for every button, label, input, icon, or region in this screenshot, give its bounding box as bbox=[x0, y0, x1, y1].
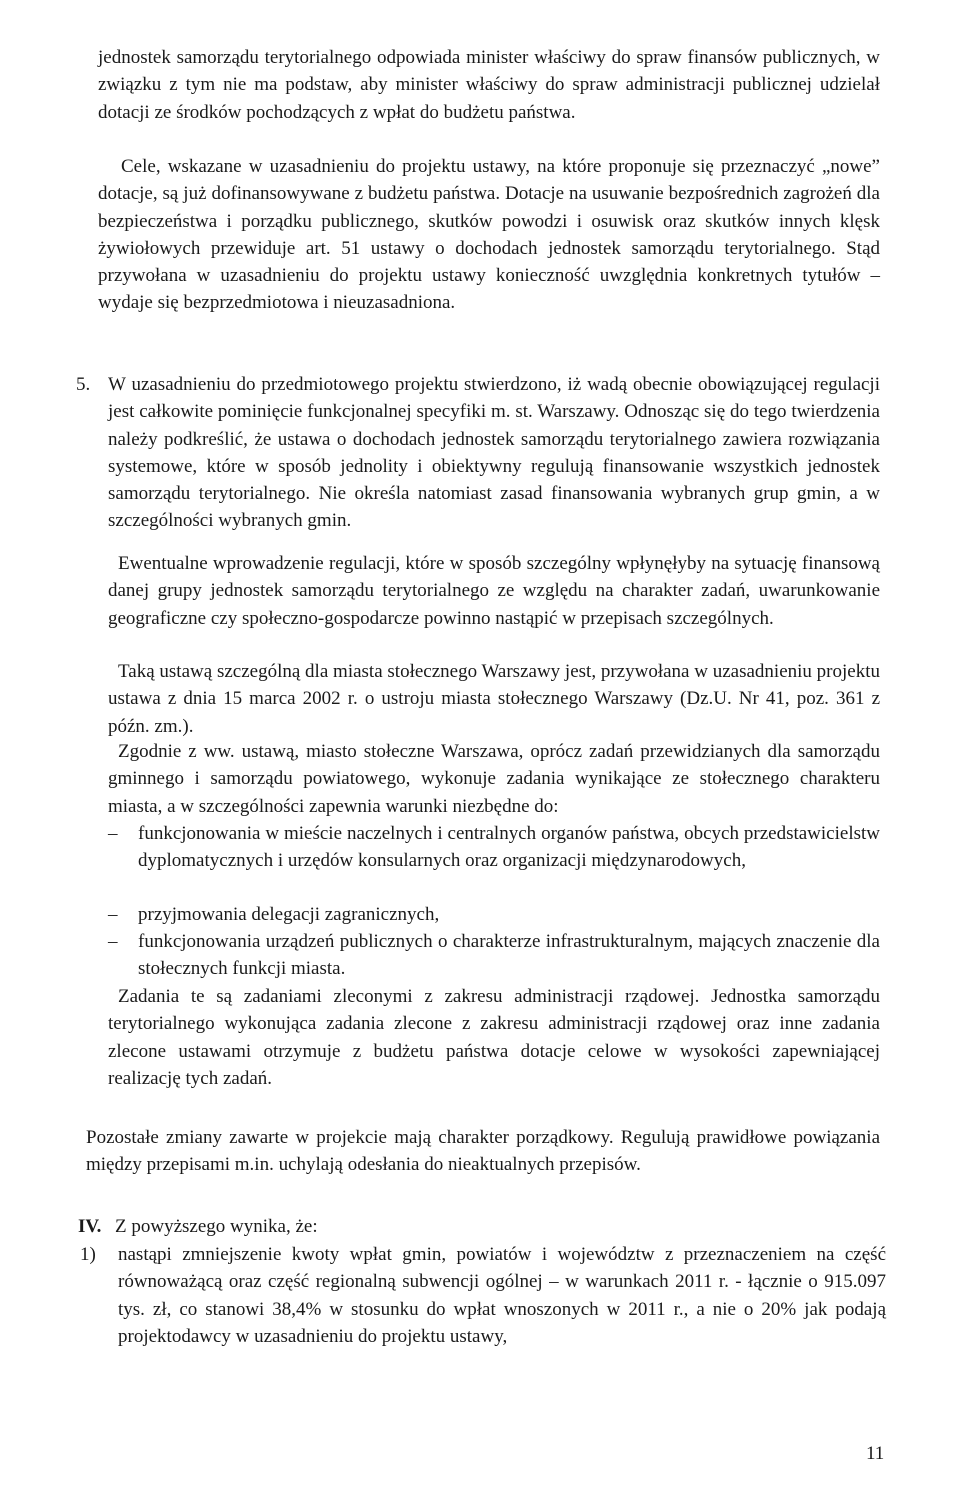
list-item-3: funkcjonowania urządzeń publicznych o charakterze infrastrukturalnym, mających znaczenie dla stołecznych funkcji miasta. bbox=[138, 931, 880, 980]
list-item-1: funkcjonowania w mieście naczelnych i centralnych organów państwa, obcych przedstawicielstw dyplomatycznych i urzędów konsularnych oraz organizacji międzynarodowych, bbox=[138, 823, 880, 872]
section-5-paragraph-4: Zgodnie z ww. ustawą, miasto stołeczne Warszawa, oprócz zadań przewidzianych dla samorządu gminnego i samorządu powiatowego, wykonuje zadania wynikające ze stołecznego charakteru miasta, a w szczególności zapewnia warunki niezbędne do: bbox=[108, 741, 880, 817]
section-5-paragraph-2: Ewentualne wprowadzenie regulacji, które w sposób szczególny wpłynęłyby na sytuację finansową danej grupy jednostek samorządu terytorialnego ze względu na charakter zadań, uwarunkowanie geograficzne czy społeczno-gospodarcze powinno nastąpić w przepisach szczególnych. bbox=[108, 553, 880, 629]
paragraph-other-changes: Pozostałe zmiany zawarte w projekcie mają charakter porządkowy. Regulują prawidłowe powiązania między przepisami m.in. uchylają odesłania do nieaktualnych przepisów. bbox=[86, 1127, 880, 1176]
section-iv-heading: Z powyższego wynika, że: bbox=[115, 1216, 318, 1237]
list-number-1: 1) bbox=[80, 1244, 96, 1265]
list-item-2: przyjmowania delegacji zagranicznych, bbox=[138, 904, 440, 925]
section-5-paragraph-3: Taką ustawą szczególną dla miasta stołecznego Warszawy jest, przywołana w uzasadnieniu projektu ustawa z dnia 15 marca 2002 r. o ustroju miasta stołecznego Warszawy (Dz.U. Nr 41, poz. 361 z późn. zm.). bbox=[108, 661, 880, 737]
section-iv-item-1: nastąpi zmniejszenie kwoty wpłat gmin, powiatów i województw z przeznaczeniem na część równoważącą oraz część regionalną subwencji ogólnej – w warunkach 2011 r. - łącznie o 915.097 tys. zł, co stanowi 38,4% w stosunku do wpłat wnoszonych w 2011 r., a nie o 20% jak podają projektodawcy w uzasadnieniu do projektu ustawy, bbox=[118, 1244, 886, 1347]
section-5-paragraph-5: Zadania te są zadaniami zleconymi z zakresu administracji rządowej. Jednostka samorządu terytorialnego wykonująca zadania zlecone z zakresu administracji rządowej oraz inne zadania zlecone ustawami otrzymuje z budżetu państwa dotacje celowe w wysokości zapewniającej realizację tych zadań. bbox=[108, 986, 880, 1089]
section-5-paragraph: W uzasadnieniu do przedmiotowego projektu stwierdzono, iż wadą obecnie obowiązującej regulacji jest całkowite pominięcie funkcjonalnej specyfiki m. st. Warszawy. Odnosząc się do tego twierdzenia należy podkreślić, że ustawa o dochodach jednostek samorządu terytorialnego zawiera rozwiązania systemowe, które w sposób jednolity i obiektywny regulują finansowanie wszystkich jednostek samorządu terytorialnego. Nie określa natomiast zasad finansowania wybranych grup gmin, a w szczególności wybranych gmin. bbox=[108, 374, 880, 532]
list-bullet: – bbox=[108, 931, 118, 952]
paragraph-2: Cele, wskazane w uzasadnieniu do projektu ustawy, na które proponuje się przeznaczyć „nowe” dotacje, są już dofinansowywane z budżetu państwa. Dotacje na usuwanie bezpośrednich zagrożeń dla bezpieczeństwa i porządku publicznego, skutków powodzi i osuwisk oraz skutków innych klęsk żywiołowych przewiduje art. 51 ustawy o dochodach jednostek samorządu terytorialnego. Stąd przywołana w uzasadnieniu do projektu ustawy konieczność uwzględnia konkretnych tytułów – wydaje się bezprzedmiotowa i nieuzasadniona. bbox=[98, 156, 880, 314]
paragraph-1: jednostek samorządu terytorialnego odpowiada minister właściwy do spraw finansów publicznych, w związku z tym nie ma podstaw, aby minister właściwy do spraw administracji publicznej udzielał dotacji ze środków pochodzących z wpłat do budżetu państwa. bbox=[98, 47, 880, 123]
section-5-number: 5. bbox=[76, 374, 91, 395]
page-number: 11 bbox=[866, 1443, 885, 1464]
section-iv-number: IV. bbox=[78, 1216, 102, 1237]
list-bullet: – bbox=[108, 904, 118, 925]
list-bullet: – bbox=[108, 823, 118, 844]
